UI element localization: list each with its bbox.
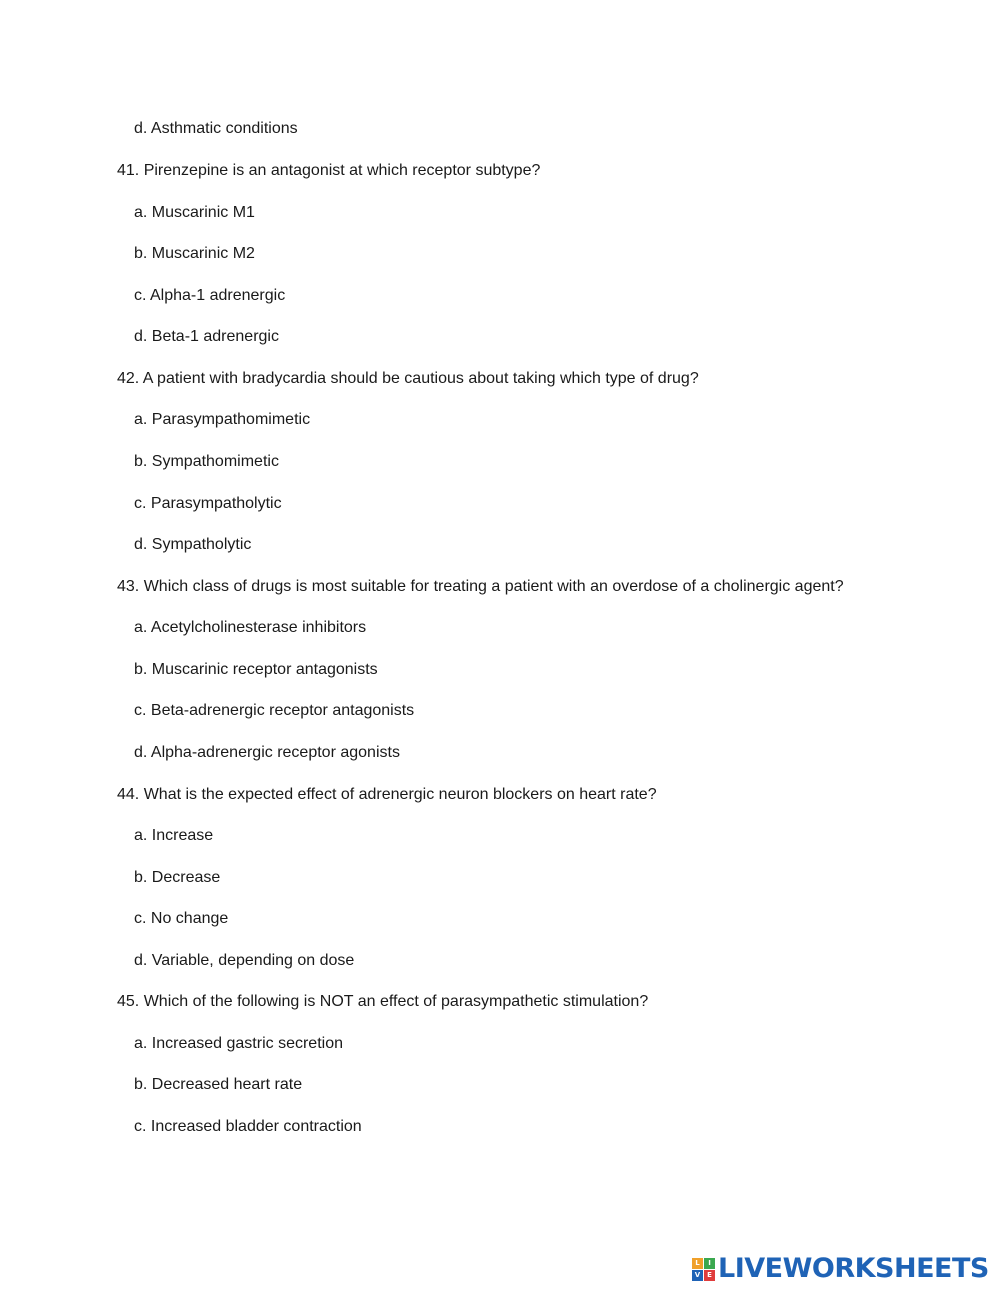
option-42a: a. Parasympathomimetic — [134, 411, 311, 428]
option-42b: b. Sympathomimetic — [134, 453, 279, 470]
option-43c: c. Beta-adrenergic receptor antagonists — [134, 702, 415, 719]
option-44d: d. Variable, depending on dose — [134, 952, 355, 969]
question-45: 45. Which of the following is NOT an effect of parasympathetic stimulation? — [117, 993, 649, 1010]
logo-mark-letter-l: L — [692, 1258, 703, 1269]
option-44b: b. Decrease — [134, 869, 221, 886]
option-43b: b. Muscarinic receptor antagonists — [134, 661, 378, 678]
option-44a: a. Increase — [134, 827, 214, 844]
question-43: 43. Which class of drugs is most suitable for treating a patient with an overdose of a cholinergic agent? — [117, 578, 844, 595]
option-42c: c. Parasympatholytic — [134, 495, 282, 512]
question-41: 41. Pirenzepine is an antagonist at which receptor subtype? — [117, 162, 541, 179]
logo-mark-letter-e: E — [704, 1270, 715, 1281]
option-43d: d. Alpha-adrenergic receptor agonists — [134, 744, 400, 761]
logo-text: LIVEWORKSHEETS — [718, 1253, 989, 1284]
option-41c: c. Alpha-1 adrenergic — [134, 287, 286, 304]
option-44c: c. No change — [134, 910, 229, 927]
option-42d: d. Sympatholytic — [134, 536, 252, 553]
question-42: 42. A patient with bradycardia should be cautious about taking which type of drug? — [117, 370, 699, 387]
option-45b: b. Decreased heart rate — [134, 1076, 303, 1093]
question-44: 44. What is the expected effect of adrenergic neuron blockers on heart rate? — [117, 786, 657, 803]
lead-option: d. Asthmatic conditions — [134, 120, 298, 137]
option-41b: b. Muscarinic M2 — [134, 245, 255, 262]
liveworksheets-logo[interactable] — [692, 1254, 989, 1284]
option-45a: a. Increased gastric secretion — [134, 1035, 343, 1052]
option-41a: a. Muscarinic M1 — [134, 204, 255, 221]
option-41d: d. Beta-1 adrenergic — [134, 328, 279, 345]
option-43a: a. Acetylcholinesterase inhibitors — [134, 619, 367, 636]
logo-mark-icon — [692, 1258, 715, 1281]
option-45c: c. Increased bladder contraction — [134, 1118, 362, 1135]
logo-mark-letter-i: I — [704, 1258, 715, 1269]
logo-mark-letter-v: V — [692, 1270, 703, 1281]
